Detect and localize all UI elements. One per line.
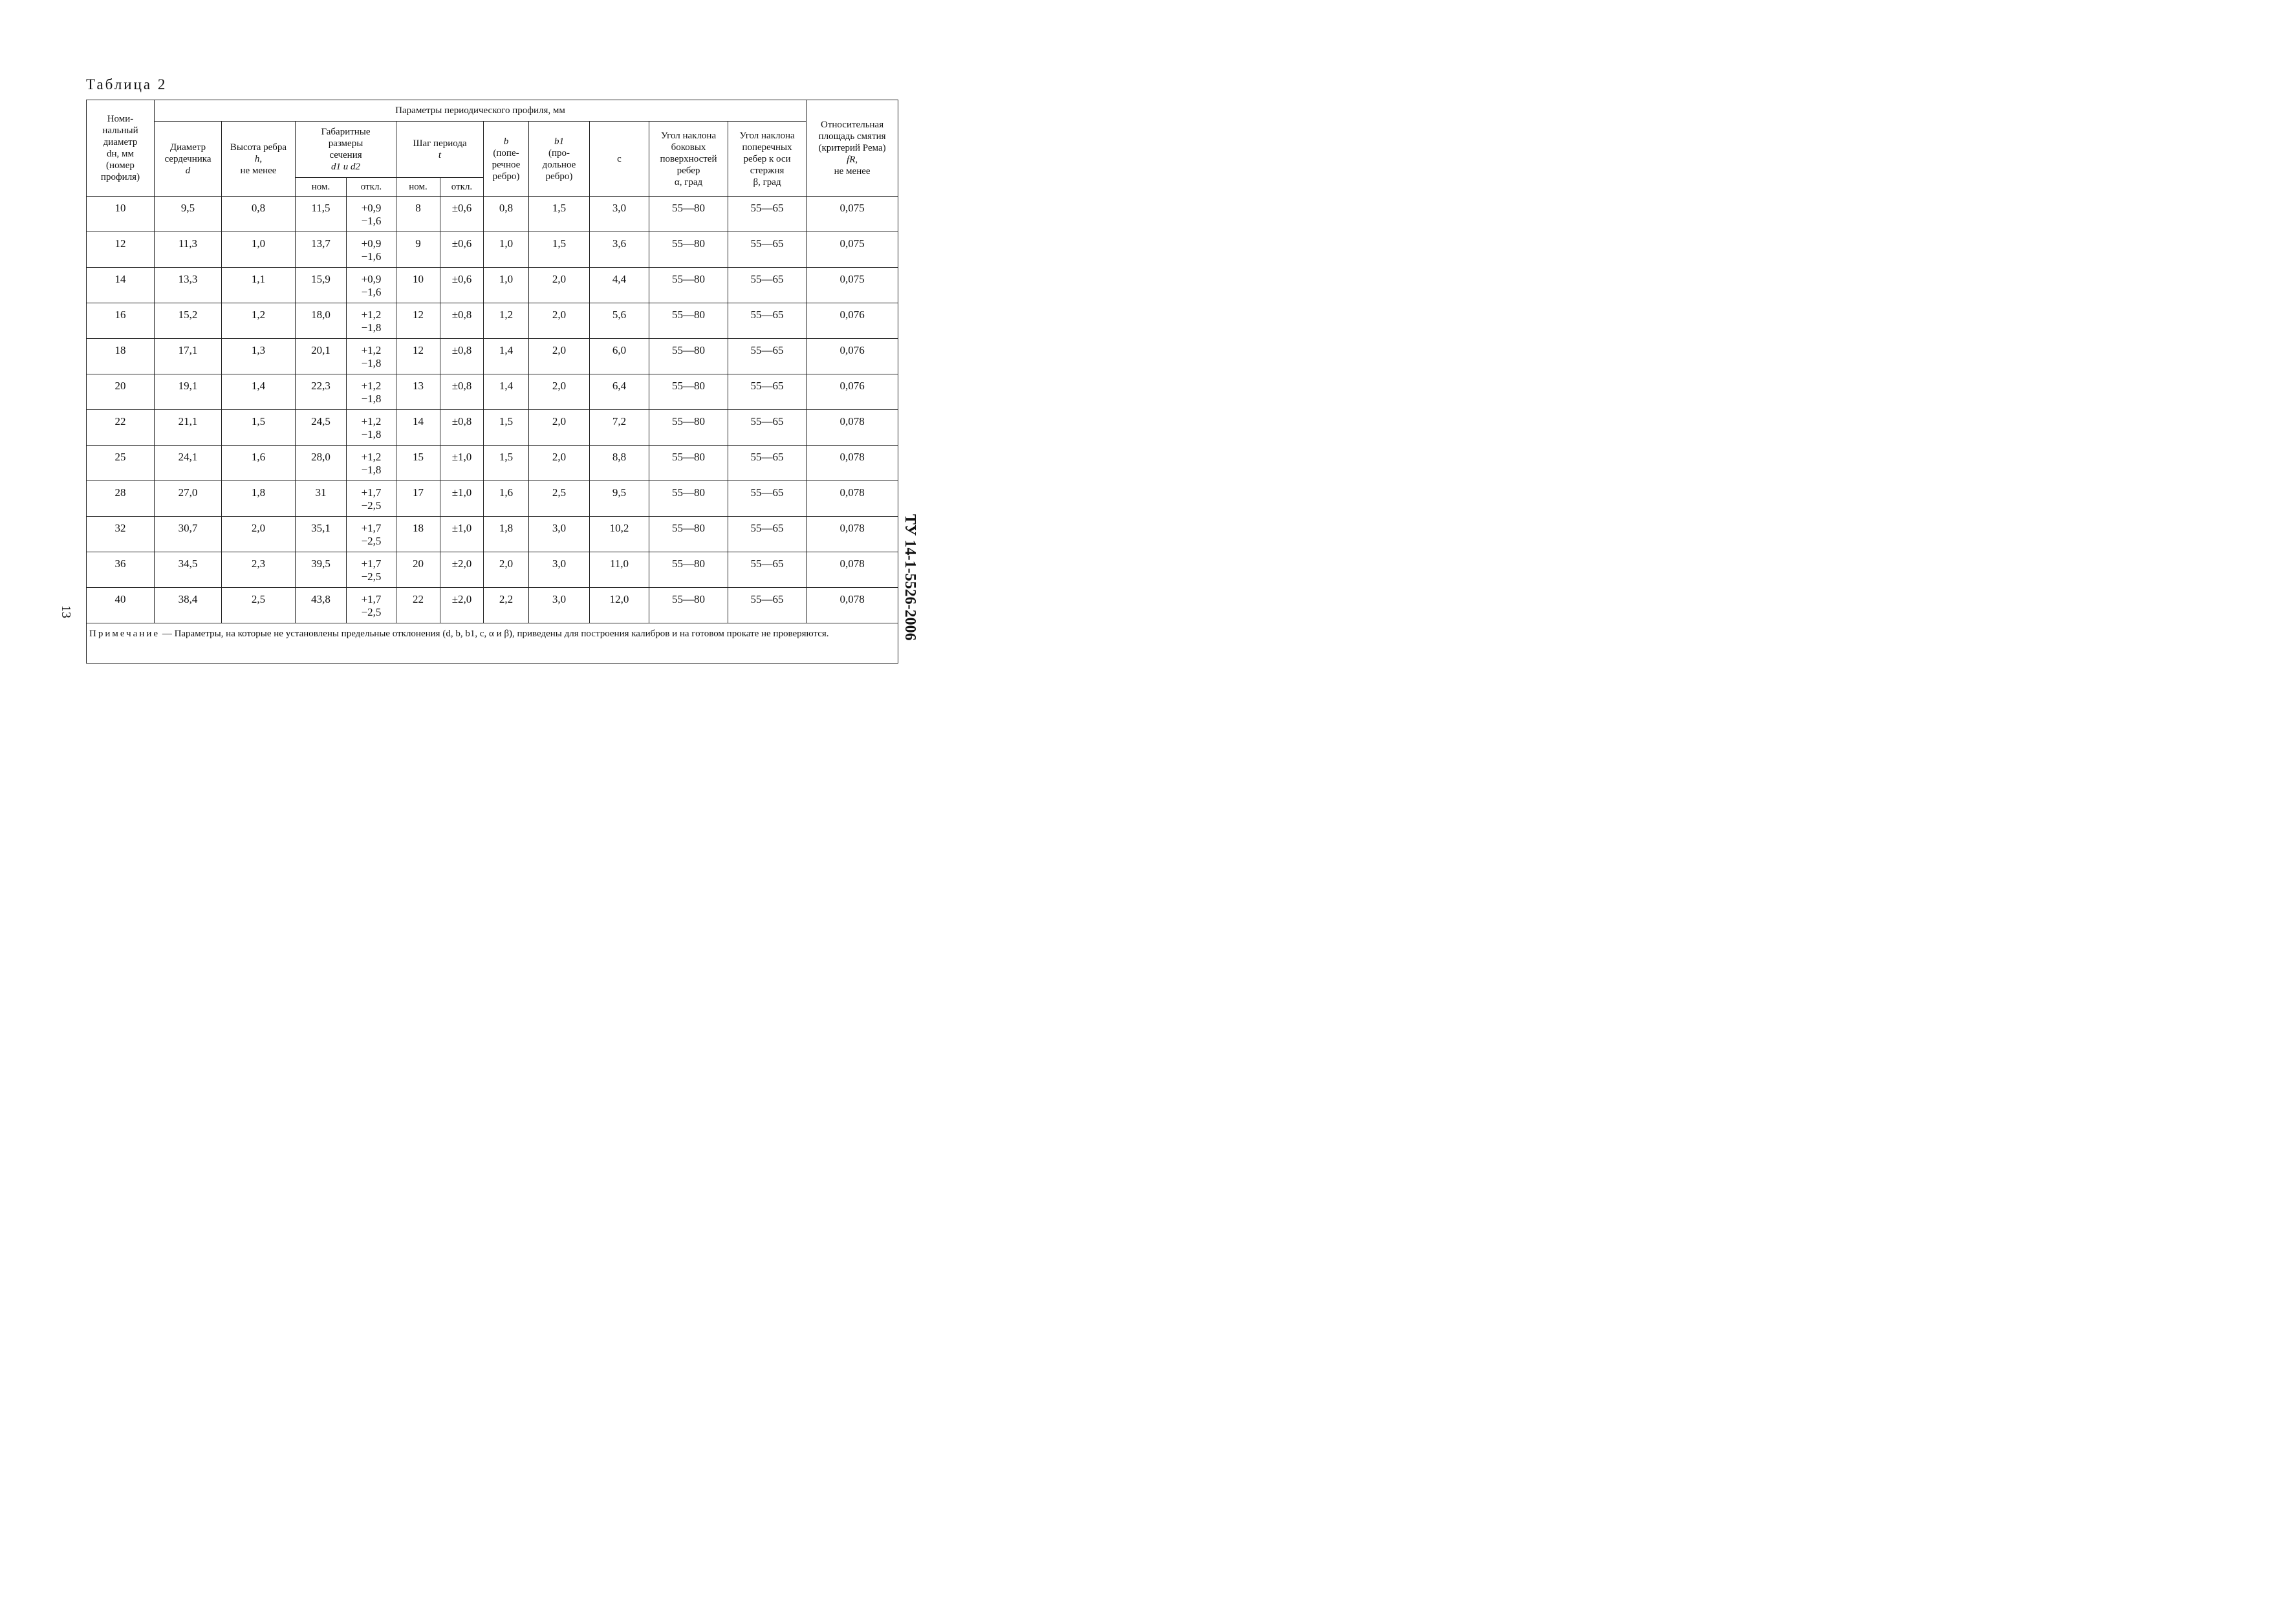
cell-rem: 0,076 (807, 303, 898, 339)
cell-b1: 2,0 (529, 303, 590, 339)
cell-dims-dev: +1,2 −1,8 (347, 303, 396, 339)
cell-pitch-nom: 12 (396, 303, 440, 339)
cell-alpha: 55—80 (649, 374, 728, 410)
cell-core: 38,4 (155, 588, 222, 623)
table-row (87, 197, 898, 232)
cell-rem: 0,076 (807, 339, 898, 374)
document-code: ТУ 14-1-5526-2006 (902, 514, 918, 641)
cell-rem: 0,078 (807, 588, 898, 623)
cell-b1: 2,0 (529, 410, 590, 446)
cell-alpha: 55—80 (649, 303, 728, 339)
cell-pitch-dev: ±1,0 (440, 446, 484, 481)
cell-pitch-dev: ±0,8 (440, 339, 484, 374)
cell-dims-dev: +1,2 −1,8 (347, 374, 396, 410)
cell-pitch-dev: ±0,6 (440, 232, 484, 268)
cell-pitch-nom: 8 (396, 197, 440, 232)
table-row (87, 339, 898, 374)
table-row (87, 303, 898, 339)
cell-core: 11,3 (155, 232, 222, 268)
cell-beta: 55—65 (728, 268, 807, 303)
cell-c: 5,6 (590, 303, 649, 339)
cell-core: 19,1 (155, 374, 222, 410)
header-profile-parameters: Параметры периодического профиля, мм (155, 100, 807, 122)
table-row (87, 552, 898, 588)
cell-beta: 55—65 (728, 517, 807, 552)
cell-c: 6,4 (590, 374, 649, 410)
cell-core: 30,7 (155, 517, 222, 552)
cell-alpha: 55—80 (649, 552, 728, 588)
cell-pitch-dev: ±1,0 (440, 517, 484, 552)
cell-b: 1,0 (484, 268, 529, 303)
cell-rem: 0,075 (807, 232, 898, 268)
cell-c: 3,0 (590, 197, 649, 232)
note-text: — Параметры, на которые не установлены предельные отклонения (d, b, b1, c, α и β), приведены для построения калибров и на готовом прокате не проверяются. (162, 629, 829, 639)
cell-nominal: 32 (87, 517, 155, 552)
cell-b1: 2,0 (529, 339, 590, 374)
cell-b: 0,8 (484, 197, 529, 232)
header-pitch: Шаг периода t (396, 122, 484, 178)
cell-rib-height: 1,6 (222, 446, 296, 481)
cell-dims-dev: +1,2 −1,8 (347, 339, 396, 374)
cell-alpha: 55—80 (649, 232, 728, 268)
cell-b: 1,5 (484, 410, 529, 446)
cell-pitch-nom: 14 (396, 410, 440, 446)
cell-alpha: 55—80 (649, 588, 728, 623)
cell-b1: 3,0 (529, 588, 590, 623)
cell-core: 13,3 (155, 268, 222, 303)
cell-b1: 2,0 (529, 268, 590, 303)
header-longitudinal-rib: b1 (про- дольное ребро) (529, 122, 590, 197)
cell-alpha: 55—80 (649, 410, 728, 446)
cell-b: 1,6 (484, 481, 529, 517)
cell-nominal: 28 (87, 481, 155, 517)
header-beta-angle: Угол наклона поперечных ребер к оси стержня β, град (728, 122, 807, 197)
cell-b1: 2,0 (529, 374, 590, 410)
cell-alpha: 55—80 (649, 481, 728, 517)
table-caption: Таблица 2 (86, 76, 168, 92)
cell-dims-nom: 35,1 (296, 517, 347, 552)
header-alpha-angle: Угол наклона боковых поверхностей ребер α, град (649, 122, 728, 197)
table-row (87, 374, 898, 410)
cell-rem: 0,075 (807, 268, 898, 303)
cell-b1: 2,5 (529, 481, 590, 517)
cell-pitch-dev: ±0,8 (440, 410, 484, 446)
header-pitch-dev: откл. (440, 178, 484, 197)
header-transverse-rib: b (попе- речное ребро) (484, 122, 529, 197)
cell-alpha: 55—80 (649, 197, 728, 232)
header-core-diameter: Диаметр сердечника d (155, 122, 222, 197)
cell-core: 21,1 (155, 410, 222, 446)
cell-b: 1,4 (484, 374, 529, 410)
cell-core: 24,1 (155, 446, 222, 481)
cell-rib-height: 1,3 (222, 339, 296, 374)
cell-rib-height: 1,4 (222, 374, 296, 410)
cell-c: 11,0 (590, 552, 649, 588)
table-row (87, 588, 898, 623)
cell-core: 17,1 (155, 339, 222, 374)
cell-pitch-dev: ±0,8 (440, 303, 484, 339)
cell-pitch-dev: ±0,6 (440, 197, 484, 232)
cell-beta: 55—65 (728, 552, 807, 588)
cell-rem: 0,078 (807, 410, 898, 446)
cell-pitch-nom: 10 (396, 268, 440, 303)
cell-rib-height: 1,5 (222, 410, 296, 446)
cell-nominal: 14 (87, 268, 155, 303)
header-pitch-nom: ном. (396, 178, 440, 197)
cell-pitch-nom: 9 (396, 232, 440, 268)
cell-beta: 55—65 (728, 481, 807, 517)
cell-rem: 0,078 (807, 446, 898, 481)
cell-nominal: 16 (87, 303, 155, 339)
table-row (87, 410, 898, 446)
cell-alpha: 55—80 (649, 446, 728, 481)
cell-pitch-nom: 20 (396, 552, 440, 588)
cell-beta: 55—65 (728, 446, 807, 481)
cell-alpha: 55—80 (649, 339, 728, 374)
cell-dims-nom: 31 (296, 481, 347, 517)
cell-dims-nom: 24,5 (296, 410, 347, 446)
cell-rem: 0,078 (807, 552, 898, 588)
cell-nominal: 10 (87, 197, 155, 232)
cell-core: 15,2 (155, 303, 222, 339)
cell-dims-nom: 28,0 (296, 446, 347, 481)
cell-dims-nom: 11,5 (296, 197, 347, 232)
header-nominal-diameter: Номи- нальный диаметр dн, мм (номер профиля) (87, 100, 155, 197)
table-row (87, 268, 898, 303)
cell-beta: 55—65 (728, 339, 807, 374)
cell-b: 1,4 (484, 339, 529, 374)
cell-pitch-dev: ±2,0 (440, 588, 484, 623)
header-dims-nom: ном. (296, 178, 347, 197)
header-rem-criterion: Относительная площадь смятия (критерий Рема) fR, не менее (807, 100, 898, 197)
cell-alpha: 55—80 (649, 517, 728, 552)
cell-dims-dev: +1,7 −2,5 (347, 588, 396, 623)
cell-nominal: 12 (87, 232, 155, 268)
cell-nominal: 22 (87, 410, 155, 446)
table-body (87, 197, 898, 623)
cell-rib-height: 1,0 (222, 232, 296, 268)
cell-core: 34,5 (155, 552, 222, 588)
cell-pitch-nom: 12 (396, 339, 440, 374)
cell-core: 27,0 (155, 481, 222, 517)
header-dims-dev: откл. (347, 178, 396, 197)
cell-dims-dev: +1,2 −1,8 (347, 446, 396, 481)
table-note (87, 623, 898, 664)
cell-b1: 1,5 (529, 197, 590, 232)
header-rib-height: Высота ребра h, не менее (222, 122, 296, 197)
cell-beta: 55—65 (728, 232, 807, 268)
cell-c: 10,2 (590, 517, 649, 552)
cell-rib-height: 2,3 (222, 552, 296, 588)
cell-c: 6,0 (590, 339, 649, 374)
cell-b: 1,5 (484, 446, 529, 481)
cell-rem: 0,078 (807, 481, 898, 517)
cell-dims-nom: 13,7 (296, 232, 347, 268)
cell-c: 4,4 (590, 268, 649, 303)
cell-pitch-dev: ±1,0 (440, 481, 484, 517)
header-c: c (590, 122, 649, 197)
cell-rib-height: 2,5 (222, 588, 296, 623)
cell-nominal: 40 (87, 588, 155, 623)
cell-b: 2,2 (484, 588, 529, 623)
cell-b: 1,8 (484, 517, 529, 552)
cell-pitch-nom: 13 (396, 374, 440, 410)
cell-dims-dev: +0,9 −1,6 (347, 268, 396, 303)
cell-rem: 0,076 (807, 374, 898, 410)
cell-dims-nom: 20,1 (296, 339, 347, 374)
cell-dims-nom: 18,0 (296, 303, 347, 339)
cell-rib-height: 2,0 (222, 517, 296, 552)
cell-b1: 3,0 (529, 517, 590, 552)
cell-pitch-nom: 15 (396, 446, 440, 481)
cell-dims-dev: +1,7 −2,5 (347, 481, 396, 517)
cell-rib-height: 1,8 (222, 481, 296, 517)
cell-beta: 55—65 (728, 588, 807, 623)
cell-dims-dev: +1,2 −1,8 (347, 410, 396, 446)
cell-beta: 55—65 (728, 374, 807, 410)
cell-c: 3,6 (590, 232, 649, 268)
cell-dims-nom: 39,5 (296, 552, 347, 588)
note-label: Примечание (89, 629, 160, 639)
cell-dims-dev: +1,7 −2,5 (347, 517, 396, 552)
cell-b1: 1,5 (529, 232, 590, 268)
cell-b1: 3,0 (529, 552, 590, 588)
cell-dims-dev: +1,7 −2,5 (347, 552, 396, 588)
cell-b: 2,0 (484, 552, 529, 588)
cell-pitch-dev: ±2,0 (440, 552, 484, 588)
cell-dims-nom: 15,9 (296, 268, 347, 303)
cell-rib-height: 1,2 (222, 303, 296, 339)
cell-rem: 0,078 (807, 517, 898, 552)
cell-pitch-dev: ±0,8 (440, 374, 484, 410)
data-table (86, 100, 898, 664)
cell-b: 1,2 (484, 303, 529, 339)
cell-nominal: 25 (87, 446, 155, 481)
page-number: 13 (59, 605, 73, 618)
cell-c: 12,0 (590, 588, 649, 623)
cell-nominal: 18 (87, 339, 155, 374)
cell-c: 9,5 (590, 481, 649, 517)
cell-nominal: 36 (87, 552, 155, 588)
cell-beta: 55—65 (728, 197, 807, 232)
table-row (87, 446, 898, 481)
cell-alpha: 55—80 (649, 268, 728, 303)
table-row (87, 481, 898, 517)
cell-dims-dev: +0,9 −1,6 (347, 232, 396, 268)
cell-dims-nom: 22,3 (296, 374, 347, 410)
cell-core: 9,5 (155, 197, 222, 232)
cell-pitch-dev: ±0,6 (440, 268, 484, 303)
table-row (87, 232, 898, 268)
cell-dims-dev: +0,9 −1,6 (347, 197, 396, 232)
cell-pitch-nom: 18 (396, 517, 440, 552)
cell-nominal: 20 (87, 374, 155, 410)
cell-c: 8,8 (590, 446, 649, 481)
cell-c: 7,2 (590, 410, 649, 446)
table-row (87, 517, 898, 552)
cell-b: 1,0 (484, 232, 529, 268)
cell-beta: 55—65 (728, 410, 807, 446)
header-overall-dimensions: Габаритные размеры сечения d1 и d2 (296, 122, 396, 178)
cell-rib-height: 0,8 (222, 197, 296, 232)
cell-dims-nom: 43,8 (296, 588, 347, 623)
cell-beta: 55—65 (728, 303, 807, 339)
cell-pitch-nom: 22 (396, 588, 440, 623)
cell-rem: 0,075 (807, 197, 898, 232)
cell-b1: 2,0 (529, 446, 590, 481)
cell-rib-height: 1,1 (222, 268, 296, 303)
cell-pitch-nom: 17 (396, 481, 440, 517)
